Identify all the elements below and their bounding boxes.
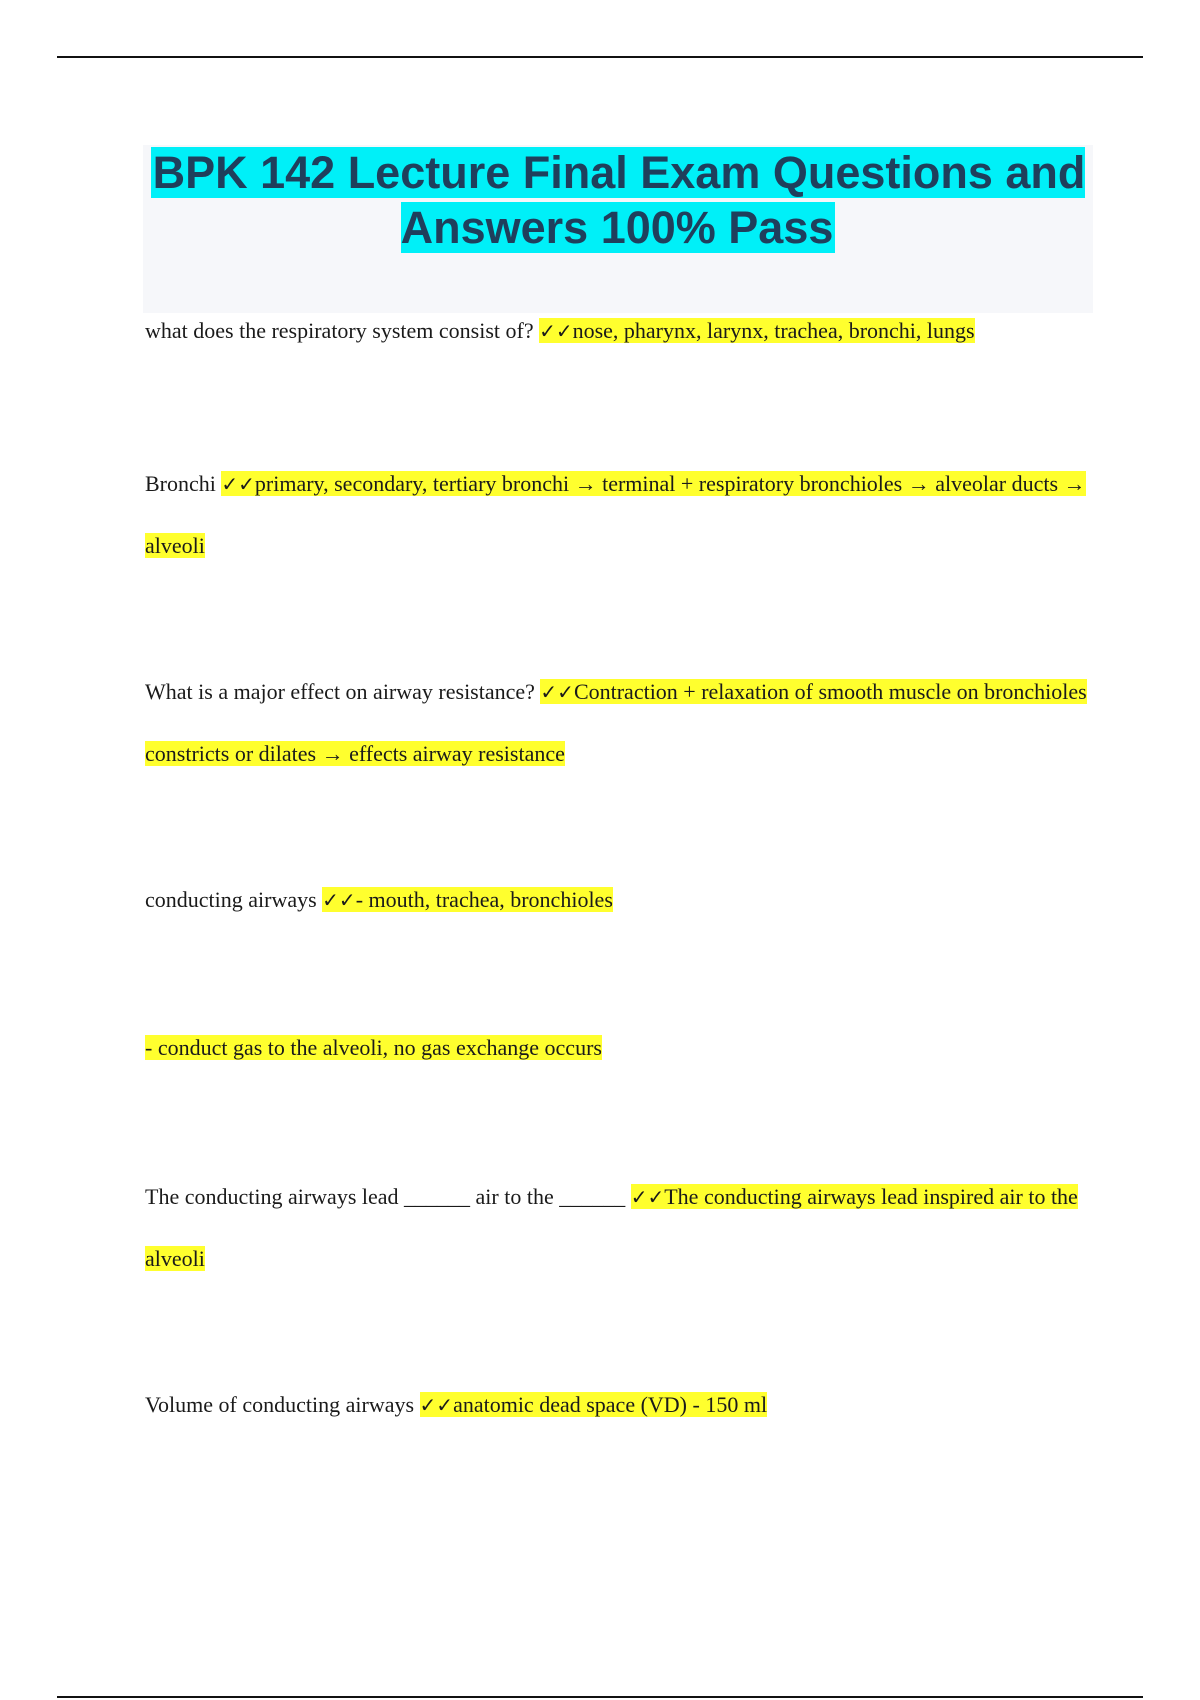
check-icon: ✓✓ bbox=[539, 319, 573, 343]
qa-item-1 bbox=[145, 300, 1105, 362]
qa-item-5 bbox=[145, 1166, 1105, 1289]
question-text: What is a major effect on airway resistance? bbox=[145, 679, 535, 704]
qa-item-3 bbox=[145, 661, 1105, 784]
top-rule bbox=[57, 56, 1143, 58]
answer-text-continued: - conduct gas to the alveoli, no gas exchange occurs bbox=[145, 1035, 602, 1060]
document-title bbox=[143, 145, 1093, 255]
question-text: Volume of conducting airways bbox=[145, 1392, 415, 1417]
check-icon: ✓✓ bbox=[419, 1393, 454, 1417]
qa-item-6 bbox=[145, 1374, 1105, 1436]
check-icon: ✓✓ bbox=[221, 472, 255, 496]
bottom-rule bbox=[57, 1696, 1143, 1698]
check-icon: ✓✓ bbox=[322, 888, 356, 912]
check-icon: ✓✓ bbox=[630, 1185, 665, 1209]
question-text: The conducting airways lead ______ air to the ______ bbox=[145, 1184, 626, 1209]
question-text: what does the respiratory system consist of? bbox=[145, 318, 534, 343]
answer-text: ✓✓Contraction + relaxation of smooth muscle on bronchioles constricts or dilates → effects airway resistance bbox=[145, 679, 1087, 766]
qa-item-4-continued bbox=[145, 1017, 1105, 1078]
qa-item-2 bbox=[145, 453, 1105, 576]
title-highlight: BPK 142 Lecture Final Exam Questions and Answers 100% Pass bbox=[152, 147, 1086, 253]
check-icon: ✓✓ bbox=[540, 680, 574, 704]
question-text: conducting airways bbox=[145, 887, 317, 912]
answer-text: ✓✓The conducting airways lead inspired air to the alveoli bbox=[145, 1184, 1078, 1271]
answer-text: ✓✓primary, secondary, tertiary bronchi → terminal + respiratory bronchioles → alveolar ducts → alveoli bbox=[145, 471, 1086, 558]
title-block bbox=[143, 145, 1093, 313]
qa-item-4 bbox=[145, 869, 1105, 931]
answer-text: ✓✓nose, pharynx, larynx, trachea, bronchi, lungs bbox=[539, 318, 975, 343]
answer-text: ✓✓anatomic dead space (VD) - 150 ml bbox=[419, 1392, 768, 1417]
question-text: Bronchi bbox=[145, 471, 216, 496]
answer-text: ✓✓- mouth, trachea, bronchioles bbox=[322, 887, 613, 912]
